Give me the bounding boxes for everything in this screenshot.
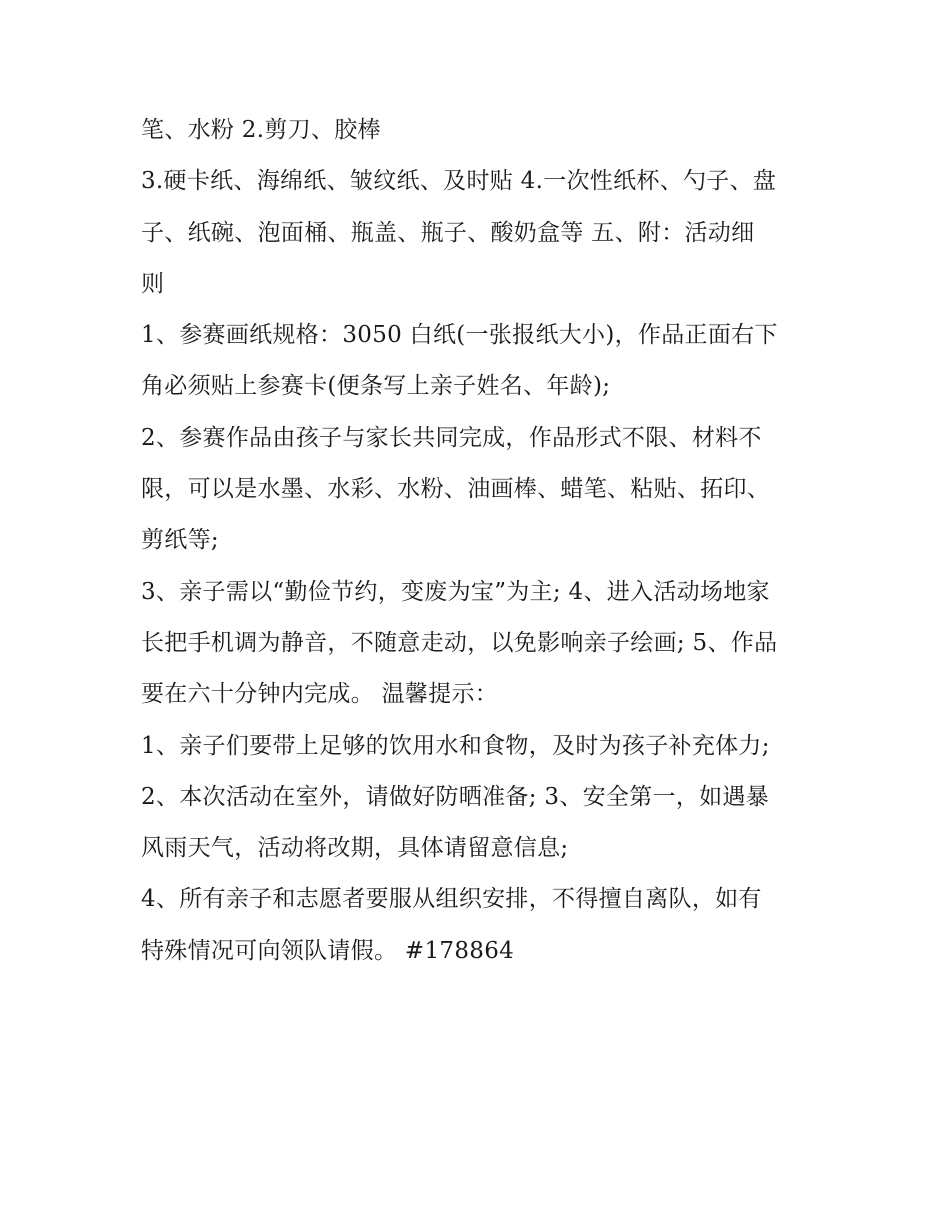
text-line: 特殊情况可向领队请假。 #178864 — [141, 937, 515, 964]
text-line: 限，可以是水墨、水彩、水粉、油画棒、蜡笔、粘贴、拓印、 — [141, 476, 771, 503]
text-line: 长把手机调为静音，不随意走动，以免影响亲子绘画; 5、作品 — [141, 629, 778, 656]
text-line: 1、亲子们要带上足够的饮用水和食物，及时为孩子补充体力; — [141, 732, 770, 759]
text-line: 子、纸碗、泡面桶、瓶盖、瓶子、酸奶盒等 五、附：活动细 — [141, 219, 755, 246]
text-line: 3.硬卡纸、海绵纸、皱纹纸、及时贴 4.一次性纸杯、勺子、盘 — [141, 168, 777, 195]
text-line: 笔、水粉 2.剪刀、胶棒 — [141, 117, 381, 143]
text-line: 2、本次活动在室外，请做好防晒准备; 3、安全第一，如遇暴 — [141, 783, 770, 810]
text-line: 2、参赛作品由孩子与家长共同完成，作品形式不限、材料不 — [141, 424, 762, 451]
text-line: 4、所有亲子和志愿者要服从组织安排，不得擅自离队，如有 — [141, 886, 762, 913]
text-line: 剪纸等; — [141, 527, 219, 554]
text-line: 1、参赛画纸规格：3050 白纸(一张报纸大小)，作品正面右下 — [141, 322, 778, 349]
text-line: 则 — [141, 270, 165, 297]
text-line: 风雨天气，活动将改期，具体请留意信息; — [141, 835, 569, 862]
text-line: 要在六十分钟内完成。 温馨提示： — [141, 681, 499, 708]
text-line: 角必须贴上参赛卡(便条写上亲子姓名、年龄); — [141, 373, 611, 400]
text-line: 3、亲子需以“勤俭节约，变废为宝”为主; 4、进入活动场地家 — [141, 578, 770, 605]
document-body — [141, 107, 821, 979]
